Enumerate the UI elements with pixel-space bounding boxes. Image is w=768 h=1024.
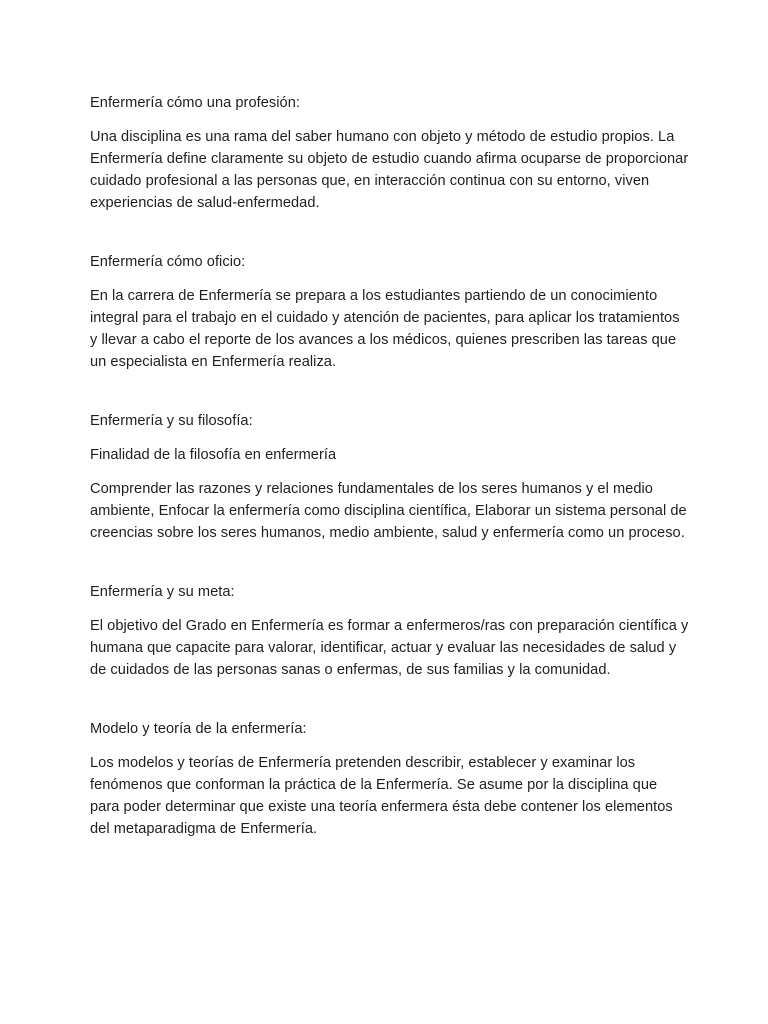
section-paragraph: En la carrera de Enfermería se prepara a los estudiantes partiendo de un conocimiento integral para el trabajo en el cuidado y atención de pacientes, para aplicar los tratamientos y llevar a cabo el reporte de los avances a los médicos, quienes prescriben las tareas que un especialista en Enfermería realiza. bbox=[90, 288, 680, 370]
section-paragraph: Los modelos y teorías de Enfermería pretenden describir, establecer y examinar los fenómenos que conforman la práctica de la Enfermería. Se asume por la disciplina que para poder determinar que existe una teoría enfermera ésta debe contener los elementos del metaparadigma de Enfermería. bbox=[90, 755, 673, 837]
section-heading: Enfermería cómo una profesión: bbox=[90, 95, 300, 111]
section-meta bbox=[90, 581, 690, 681]
section-oficio bbox=[90, 251, 690, 373]
section-paragraph: Una disciplina es una rama del saber humano con objeto y método de estudio propios. La Enfermería define claramente su objeto de estudio cuando afirma ocuparse de proporcionar cuidado profesional a las personas que, en interacción continua con su entorno, viven experiencias de salud-enfermedad. bbox=[90, 129, 689, 211]
section-paragraph: Comprender las razones y relaciones fundamentales de los seres humanos y el medio ambiente, Enfocar la enfermería como disciplina científica, Elaborar un sistema personal de creencias sobre los seres humanos, medio ambiente, salud y enfermería como un proceso. bbox=[90, 481, 687, 541]
section-heading: Enfermería y su meta: bbox=[90, 584, 235, 600]
section-subheading: Finalidad de la filosofía en enfermería bbox=[90, 447, 337, 463]
section-heading: Modelo y teoría de la enfermería: bbox=[90, 721, 307, 737]
section-filosofia bbox=[90, 410, 690, 544]
section-modelo-teoria bbox=[90, 718, 690, 840]
section-paragraph: El objetivo del Grado en Enfermería es formar a enfermeros/ras con preparación científica y humana que capacite para valorar, identificar, actuar y evaluar las necesidades de salud y de cuidados de las personas sanas o enfermas, de sus familias y la comunidad. bbox=[90, 618, 689, 678]
section-profesion bbox=[90, 92, 690, 214]
section-heading: Enfermería cómo oficio: bbox=[90, 254, 246, 270]
document-content bbox=[90, 92, 690, 852]
section-heading: Enfermería y su filosofía: bbox=[90, 413, 253, 429]
